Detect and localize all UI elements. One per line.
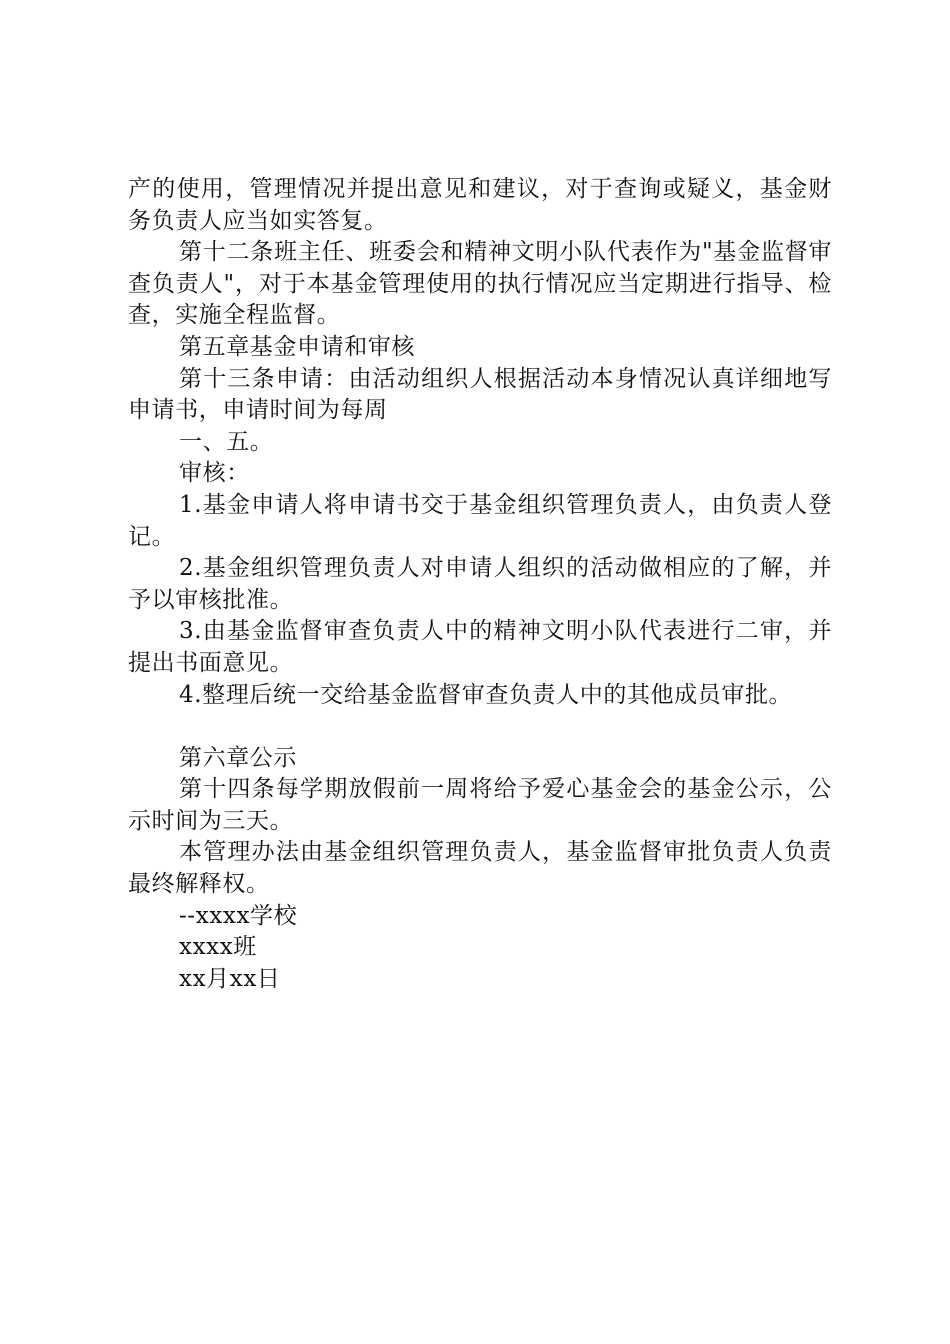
signature-date: xx月xx日 xyxy=(179,965,281,992)
signature-class: xxxx班 xyxy=(179,934,257,961)
review-step-3: 3.由基金监督审查负责人中的精神文明小队代表进行二审，并提出书面意见。 xyxy=(128,618,832,676)
paragraph-article-12: 第十二条班主任、班委会和精神文明小队代表作为"基金监督审查负责人"，对于本基金管理使用的执行情况应当定期进行指导、检查，实施全程监督。 xyxy=(128,239,832,329)
review-step-2: 2.基金组织管理负责人对申请人组织的活动做相应的了解，并予以审核批准。 xyxy=(128,555,832,613)
paragraph-article-13: 第十三条申请：由活动组织人根据活动本身情况认真详细地写申请书，申请时间为每周 xyxy=(128,365,832,424)
document-page xyxy=(128,174,832,995)
paragraph-application-days: 一、五。 xyxy=(179,428,274,455)
paragraph-interpretation-right: 本管理办法由基金组织管理负责人，基金监督审批负责人负责最终解释权。 xyxy=(128,839,832,898)
chapter-6-heading: 第六章公示 xyxy=(179,744,297,771)
blank-line xyxy=(128,711,832,743)
chapter-5-heading: 第五章基金申请和审核 xyxy=(179,333,415,360)
review-step-1: 1.基金申请人将申请书交于基金组织管理负责人，由负责人登记。 xyxy=(128,491,832,550)
paragraph-article-14: 第十四条每学期放假前一周将给予爱心基金会的基金公示，公示时间为三天。 xyxy=(128,776,832,834)
signature-school: --xxxx学校 xyxy=(179,902,298,929)
review-label: 审核： xyxy=(179,460,250,487)
review-step-4: 4.整理后统一交给基金监督审查负责人中的其他成员审批。 xyxy=(179,681,793,708)
paragraph-fund-usage-inquiry: 产的使用，管理情况并提出意见和建议，对于查询或疑义，基金财务负责人应当如实答复。 xyxy=(128,176,832,234)
